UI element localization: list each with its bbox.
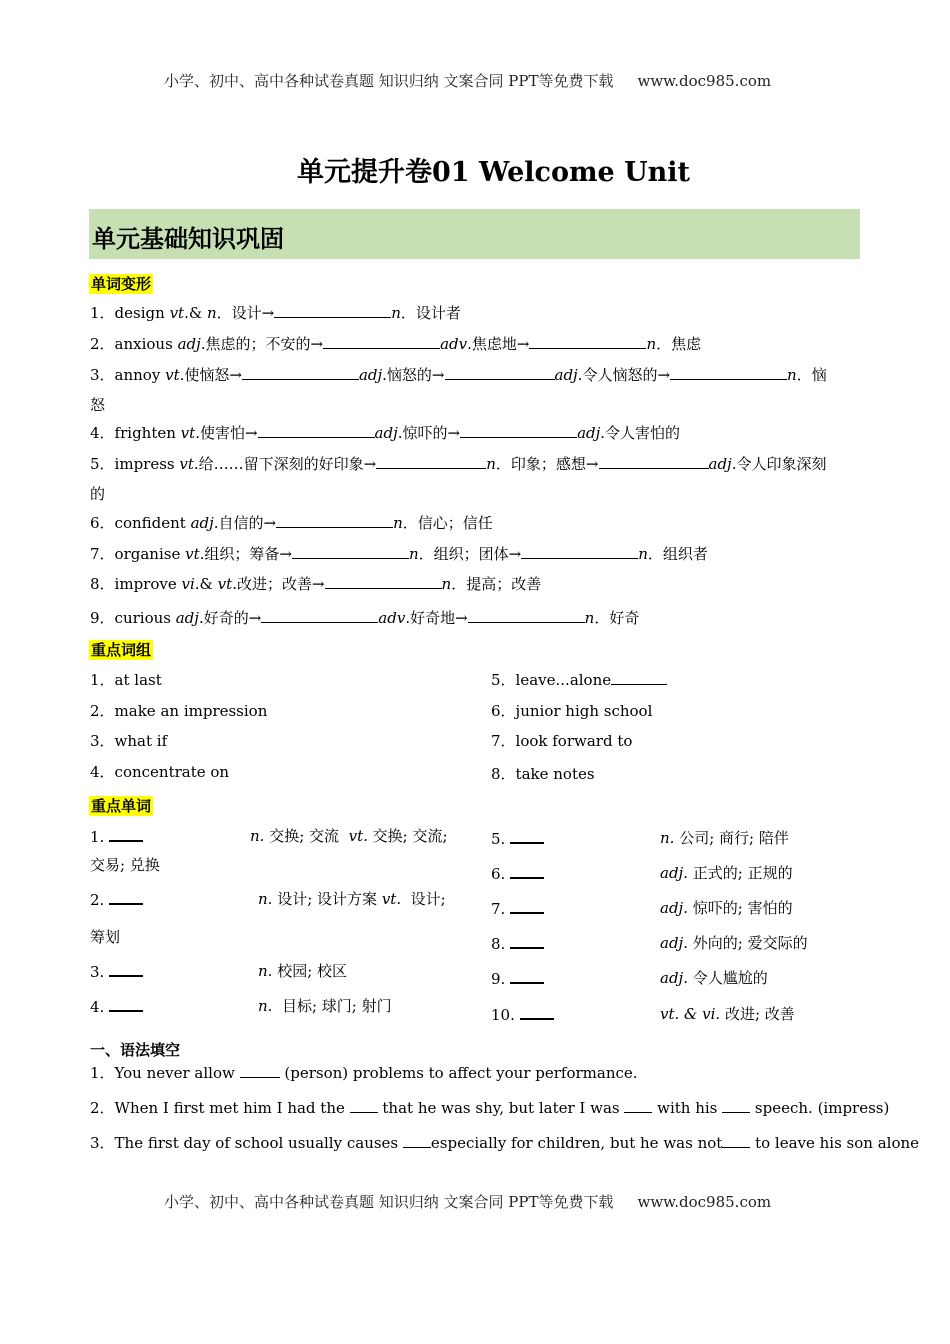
answer-blank[interactable] xyxy=(510,862,544,879)
answer-blank[interactable] xyxy=(460,422,577,438)
word-form-7: 7．organise vt.组织；筹备→ n．组织；团体→ n．组织者 xyxy=(90,545,708,563)
answer-blank[interactable] xyxy=(510,932,544,949)
phrase-item: 7．look forward to xyxy=(491,732,633,750)
answer-blank[interactable] xyxy=(510,967,544,984)
footer-url: www.doc985.com xyxy=(637,1193,772,1211)
section-label-word-forms: 单词变形 xyxy=(91,275,152,293)
word-form-4: 4．frighten vt.使害怕→ adj.惊吓的→ adj.令人害怕的 xyxy=(90,424,681,442)
key-word-7: 7. xyxy=(491,897,544,920)
answer-blank[interactable] xyxy=(529,333,646,349)
answer-blank[interactable] xyxy=(468,607,585,623)
answer-blank[interactable] xyxy=(520,1003,554,1020)
phrase-item: 1．at last xyxy=(90,671,162,689)
word-form-5: 5．impress vt.给……留下深刻的好印象→ n．印象；感想→ adj.令人印象深刻 xyxy=(90,455,827,473)
word-form-9: 9．curious adj.好奇的→ adv.好奇地→ n．好奇 xyxy=(90,609,640,627)
answer-blank[interactable] xyxy=(670,364,787,380)
section-label-phrases: 重点词组 xyxy=(91,641,152,659)
answer-blank[interactable] xyxy=(240,1062,280,1078)
key-word-5: 5. xyxy=(491,827,544,850)
key-word-1-cont: 交易; 兑换 xyxy=(90,856,160,874)
phrase-item: 3．what if xyxy=(90,732,168,750)
answer-blank[interactable] xyxy=(722,1132,750,1148)
key-word-6-meaning: adj. 正式的; 正规的 xyxy=(660,864,793,882)
section-banner xyxy=(89,209,860,259)
answer-blank[interactable] xyxy=(276,512,393,528)
footer-text: 小学、初中、高中各种试卷真题 知识归纳 文案合同 PPT等免费下载 xyxy=(164,1193,614,1211)
phrase-item: 5．leave...alone xyxy=(491,669,667,691)
key-word-4-meaning: n. 目标; 球门; 射门 xyxy=(258,997,392,1015)
grammar-question-2: 2．When I first met him I had the that he was shy, but later I was with his speech. (impress) xyxy=(90,1099,890,1117)
key-word-1: 1. xyxy=(90,825,143,848)
answer-blank[interactable] xyxy=(521,543,638,559)
answer-blank[interactable] xyxy=(510,897,544,914)
page-header xyxy=(164,70,771,91)
key-word-10: 10. xyxy=(491,1003,554,1026)
phrase-item: 6．junior high school xyxy=(491,702,653,720)
word-form-1: 1．design vt.& n．设计→ n．设计者 xyxy=(90,304,461,322)
grammar-question-3: 3．The first day of school usually causes especially for children, but he was not to leave his son alone xyxy=(90,1134,920,1152)
answer-blank[interactable] xyxy=(258,422,375,438)
key-word-9: 9. xyxy=(491,967,544,990)
answer-blank[interactable] xyxy=(323,333,440,349)
answer-blank[interactable] xyxy=(624,1097,652,1113)
key-word-4: 4. xyxy=(90,995,143,1018)
header-url: www.doc985.com xyxy=(637,72,772,90)
answer-blank[interactable] xyxy=(722,1097,750,1113)
document-title: 单元提升卷01 Welcome Unit xyxy=(297,157,691,188)
answer-blank[interactable] xyxy=(292,543,409,559)
key-word-3-meaning: n. 校园; 校区 xyxy=(258,962,348,980)
answer-blank[interactable] xyxy=(376,453,486,469)
key-word-2-cont: 筹划 xyxy=(90,928,121,946)
word-form-8: 8．improve vi.& vt.改进；改善→ n．提高；改善 xyxy=(90,575,542,593)
answer-blank[interactable] xyxy=(261,607,378,623)
word-form-6: 6．confident adj.自信的→ n．信心；信任 xyxy=(90,514,493,532)
key-word-7-meaning: adj. 惊吓的; 害怕的 xyxy=(660,899,793,917)
word-form-2: 2．anxious adj.焦虑的；不安的→ adv.焦虑地→ n．焦虑 xyxy=(90,335,702,353)
answer-blank[interactable] xyxy=(599,453,709,469)
answer-blank[interactable] xyxy=(109,888,143,905)
section-label-key-words: 重点单词 xyxy=(91,797,152,815)
answer-blank[interactable] xyxy=(242,364,359,380)
key-word-5-meaning: n. 公司; 商行; 陪伴 xyxy=(660,829,789,847)
answer-blank[interactable] xyxy=(510,827,544,844)
banner-text: 单元基础知识巩固 xyxy=(92,224,284,253)
answer-blank[interactable] xyxy=(350,1097,378,1113)
answer-blank[interactable] xyxy=(109,960,143,977)
key-word-1-meaning: n. 交换; 交流 vt. 交换; 交流; xyxy=(250,827,448,845)
key-word-8-meaning: adj. 外向的; 爱交际的 xyxy=(660,934,808,952)
phrase-item: 4．concentrate on xyxy=(90,763,230,781)
phrase-item: 2．make an impression xyxy=(90,702,268,720)
key-word-2-meaning: n. 设计; 设计方案 vt. 设计; xyxy=(258,890,446,908)
word-form-3: 3．annoy vt.使恼怒→ adj.恼怒的→ adj.令人恼怒的→ n．恼 xyxy=(90,366,827,384)
key-word-2: 2. xyxy=(90,888,143,911)
phrase-item: 8．take notes xyxy=(491,765,595,783)
key-word-9-meaning: adj. 令人尴尬的 xyxy=(660,969,768,987)
answer-blank[interactable] xyxy=(325,573,442,589)
answer-blank[interactable] xyxy=(445,364,555,380)
key-word-3: 3. xyxy=(90,960,143,983)
key-word-8: 8. xyxy=(491,932,544,955)
grammar-question-1: 1．You never allow (person) problems to affect your performance. xyxy=(90,1064,638,1082)
header-text: 小学、初中、高中各种试卷真题 知识归纳 文案合同 PPT等免费下载 xyxy=(164,72,614,90)
answer-blank[interactable] xyxy=(274,302,391,318)
section-heading-grammar: 一、语法填空 xyxy=(90,1041,181,1059)
answer-blank[interactable] xyxy=(109,995,143,1012)
word-form-3-cont: 怒 xyxy=(90,396,106,414)
word-form-5-cont: 的 xyxy=(90,485,106,503)
answer-blank[interactable] xyxy=(611,669,667,685)
key-word-10-meaning: vt. & vi. 改进; 改善 xyxy=(660,1005,795,1023)
answer-blank[interactable] xyxy=(109,825,143,842)
page-footer xyxy=(164,1191,771,1212)
answer-blank[interactable] xyxy=(403,1132,431,1148)
key-word-6: 6. xyxy=(491,862,544,885)
